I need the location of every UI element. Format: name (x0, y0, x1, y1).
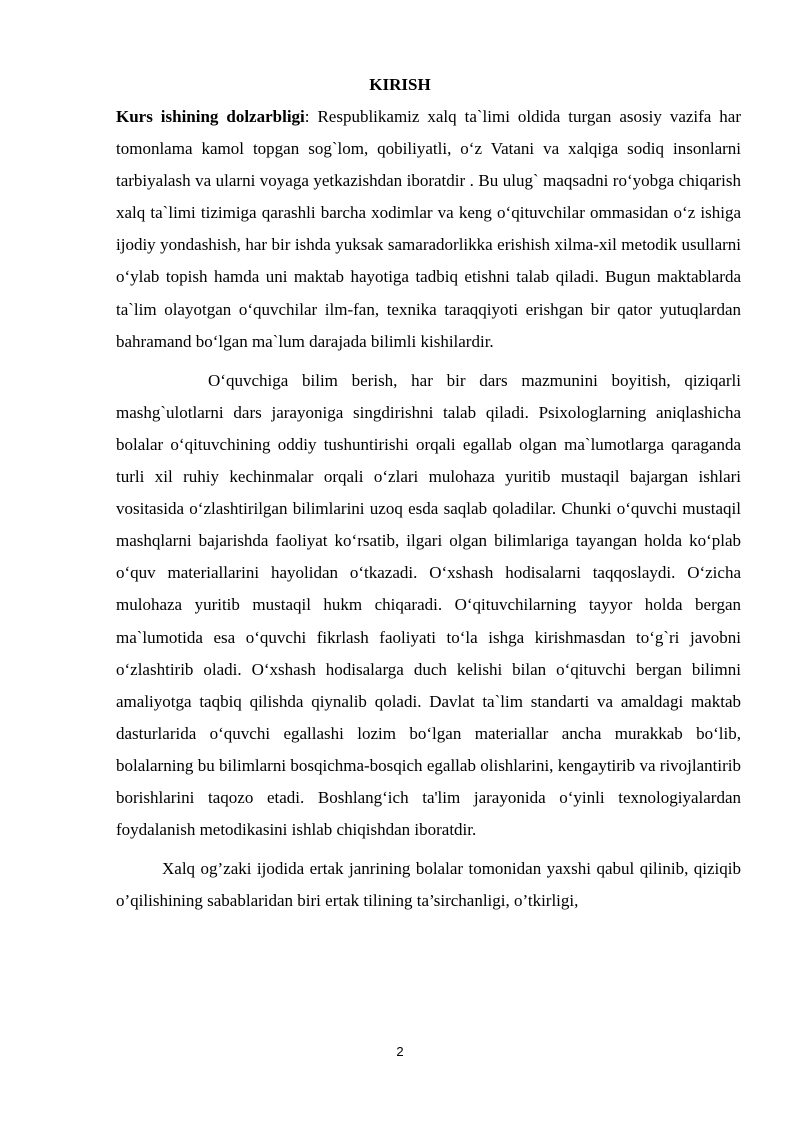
paragraph-lead-label: Kurs ishining dolzarbligi (116, 107, 305, 126)
paragraph-teaching: Oʻquvchiga bilim berish, har bir dars mazmunini boyitish, qiziqarli mashg`ulotlarni dars jarayoniga singdirishni talab qiladi. Psixologlarning aniqlashicha bolalar oʻqituvchining oddiy tushuntirishi orqali egallab olgan ma`lumotlarga qaraganda turli xil ruhiy kechinmalar orqali oʻzlari mulohaza yuritib mustaqil bajargan ishlari vositasida oʻzlashtirilgan bilimlarini uzoq esda saqlab qoladilar. Chunki oʻquvchi mustaqil mashqlarni bajarishda faoliyat koʻrsatib, ilgari olgan bilimlariga tayangan holda koʻplab oʻquv materiallarini hayolidan oʻtkazadi. Oʻxshash hodisalarni taqqoslaydi. Oʻzicha mulohaza yuritib mustaqil hukm chiqaradi. Oʻqituvchilarning tayyor holda bergan ma`lumotida esa oʻquvchi fikrlash faoliyati toʻla ishga kirishmasdan toʻg`ri javobni oʻzlashtirib oladi. Oʻxshash hodisalarga duch kelishi bilan oʻqituvchi bergan bilimni amaliyotga taqbiq qilishda qiynalib qoladi. Davlat ta`lim standarti va amaldagi maktab dasturlarida oʻquvchi egallashi lozim boʻlgan materiallar ancha murakkab boʻlib, bolalarning bu bilimlarni bosqichma-bosqich egallab olishlarini, kengaytirib va rivojlantirib borishlarini taqozo etadi. Boshlangʻich ta'lim jarayonida oʻyinli texnologiyalardan foydalanish metodikasini ishlab chiqishdan iboratdir. (116, 370, 741, 840)
paragraph-folk-tales: Xalq og’zaki ijodida ertak janrining bolalar tomonidan yaxshi qabul qilinib, qiziqib o’qilishining sabablaridan biri ertak tilining ta’sirchanligi, o’tkirligi, (116, 859, 741, 911)
paragraph-relevance (116, 101, 741, 358)
paragraph-text: : Respublikamiz xalq ta`limi oldida turgan asosiy vazifa har tomonlama kamol topgan sog`lom, qobiliyatli, oʻz Vatani va xalqiga sodiq insonlarni tarbiyalash va ularni voyaga yetkazishdan iboratdir . Bu ulug` maqsadni roʻyobga chiqarish xalq ta`limi tizimiga qarashli barcha xodimlar va keng oʻqituvchilar ommasidan oʻz ishiga ijodiy yondashish, har bir ishda yuksak samaradorlikka erishish xilma-xil metodik usullarni oʻylab topish hamda uni maktab hayotiga tadbiq etishni talab qiladi. Bugun maktablarda ta`lim olayotgan oʻquvchilar ilm-fan, texnika taraqqiyoti erishgan bir qator yutuqlardan bahramand boʻlgan ma`lum darajada bilimli kishilardir. (116, 107, 741, 351)
page-number: 2 (396, 1044, 404, 1059)
document-title: KIRISH (369, 75, 431, 94)
document-body (116, 101, 741, 917)
